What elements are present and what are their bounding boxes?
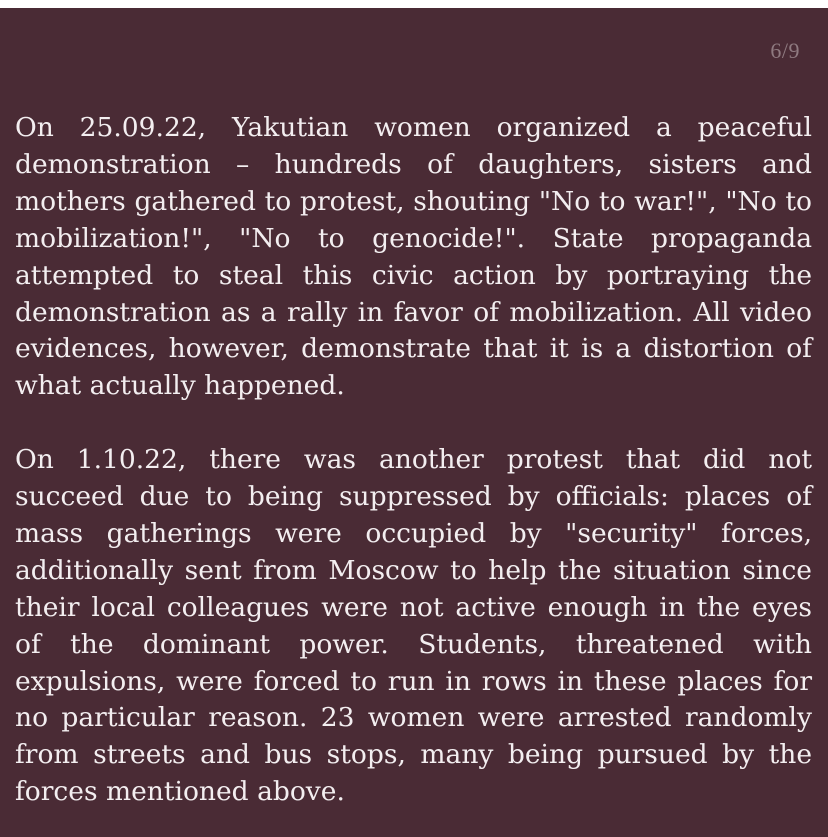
- page-indicator: 6/9: [770, 38, 800, 63]
- slide-card: [0, 8, 828, 837]
- slide-body: [15, 110, 812, 811]
- paragraph-suppressed-protest: On 1.10.22, there was another protest that did not succeed due to being suppressed by officials: places of mass gatherings were occupied by "security" forces, additionally sent from Moscow to help the situation since their local colleagues were not active enough in the eyes of the dominant power. Students, threatened with expulsions, were forced to run in rows in these places for no particular reason. 23 women were arrested randomly from streets and bus stops, many being pursued by the forces mentioned above.: [15, 444, 812, 808]
- paragraph-demonstration: On 25.09.22, Yakutian women organized a peaceful demonstration – hundreds of daughters, sisters and mothers gathered to protest, shouting "No to war!", "No to mobilization!", "No to genocide!". State propaganda attempted to steal this civic action by portraying the demonstration as a rally in favor of mobilization. All video evidences, however, demonstrate that it is a distortion of what actually happened.: [15, 112, 812, 402]
